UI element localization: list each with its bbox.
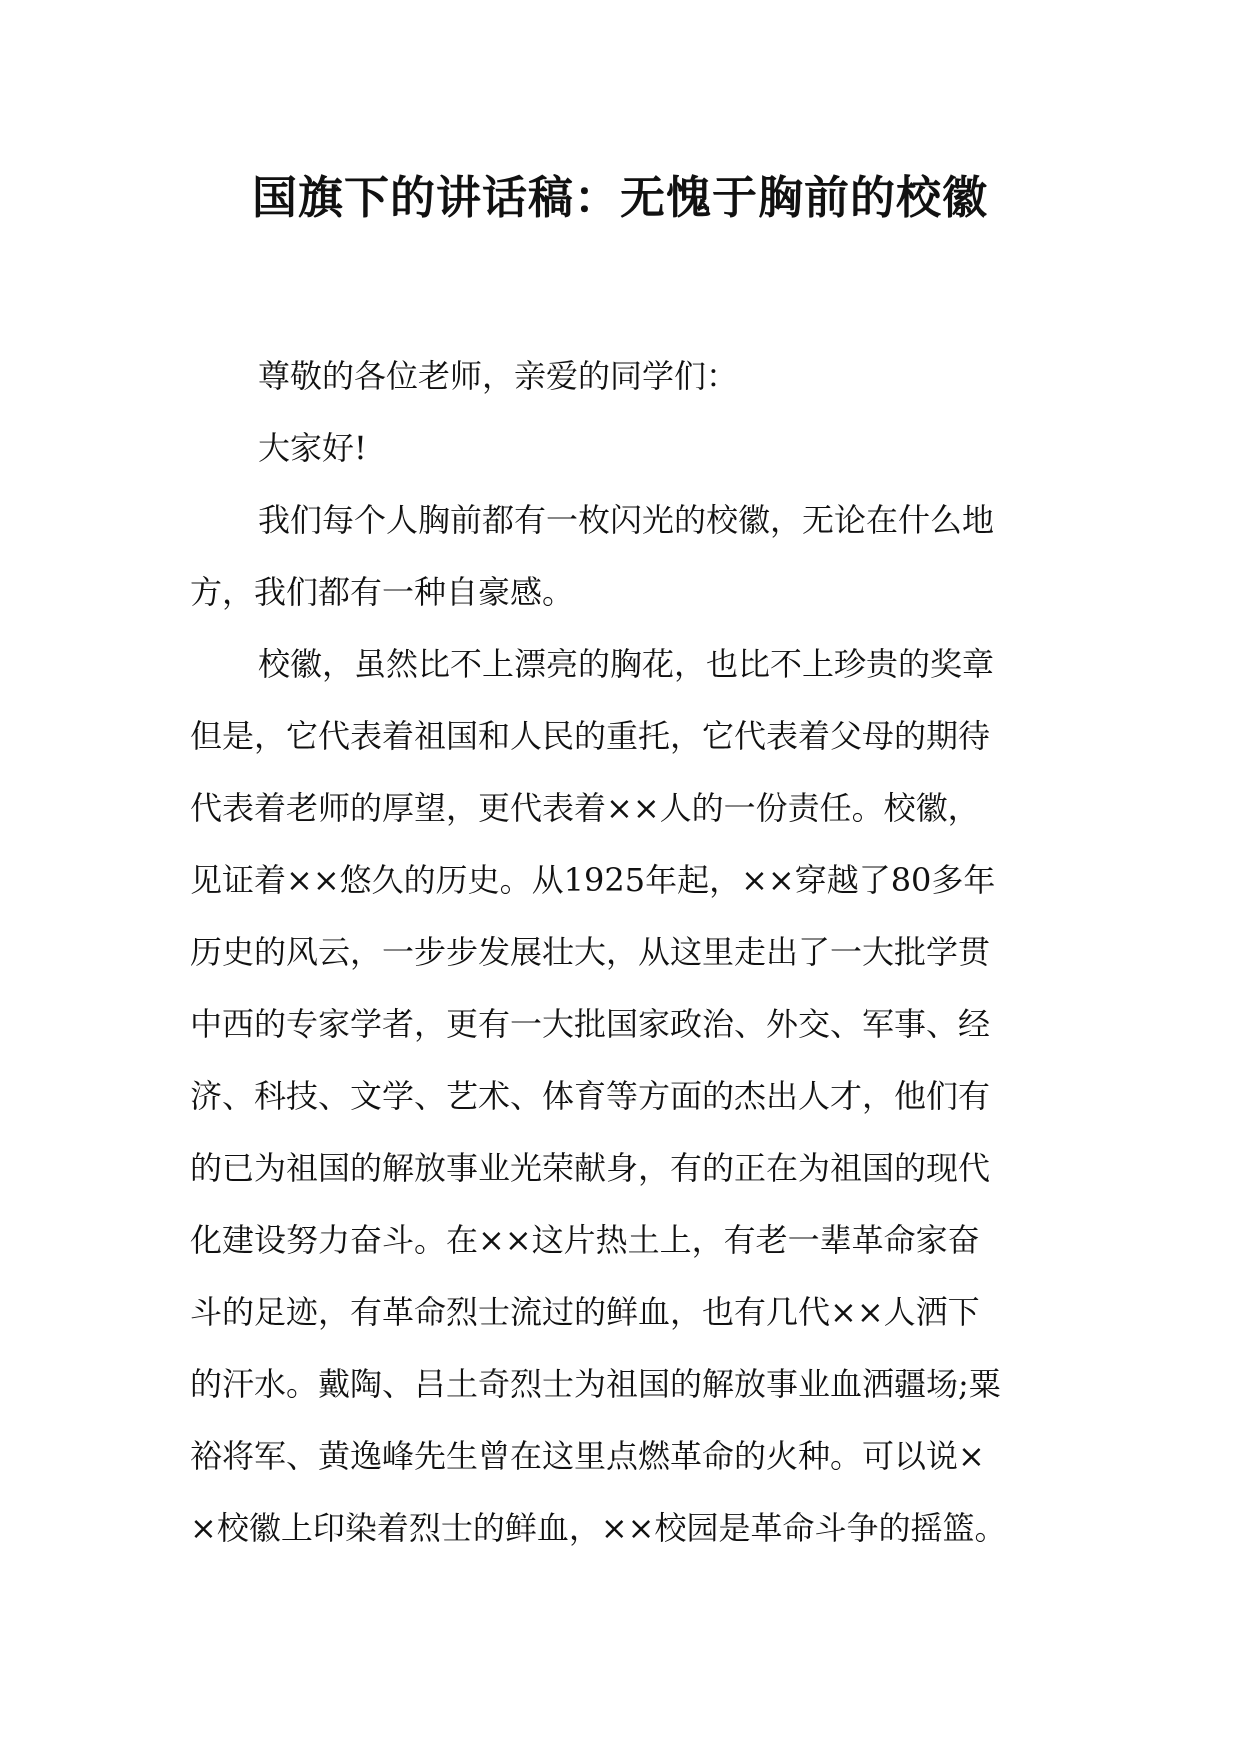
greeting-line: 大家好! [258, 429, 367, 467]
paragraph-line: ×校徽上印染着烈士的鲜血，××校园是革命斗争的摇篮。 [190, 1509, 1007, 1547]
document-title: 国旗下的讲话稿：无愧于胸前的校徽 [251, 171, 988, 224]
paragraph-line: 但是，它代表着祖国和人民的重托，它代表着父母的期待 [190, 717, 991, 755]
paragraph-line: 化建设努力奋斗。在××这片热土上，有老一辈革命家奋 [190, 1221, 980, 1259]
paragraph-line: 我们每个人胸前都有一枚闪光的校徽，无论在什么地 [258, 501, 995, 539]
paragraph-line: 历史的风云，一步步发展壮大，从这里走出了一大批学贯 [190, 933, 991, 971]
paragraph-line: 济、科技、文学、艺术、体育等方面的杰出人才，他们有 [190, 1077, 991, 1115]
paragraph-line: 的已为祖国的解放事业光荣献身，有的正在为祖国的现代 [190, 1149, 991, 1187]
salutation-line: 尊敬的各位老师，亲爱的同学们： [258, 357, 739, 395]
paragraph-line: 校徽，虽然比不上漂亮的胸花，也比不上珍贵的奖章 [258, 645, 995, 683]
document-body [190, 340, 1060, 1564]
paragraph-line: 见证着××悠久的历史。从1925年起，××穿越了80多年 [190, 861, 996, 899]
paragraph-line: 中西的专家学者，更有一大批国家政治、外交、军事、经 [190, 1005, 991, 1043]
paragraph-line: 裕将军、黄逸峰先生曾在这里点燃革命的火种。可以说× [190, 1437, 985, 1475]
paragraph-line: 斗的足迹，有革命烈士流过的鲜血，也有几代××人洒下 [190, 1293, 980, 1331]
paragraph-line: 的汗水。戴陶、吕土奇烈士为祖国的解放事业血洒疆场;粟 [190, 1365, 1001, 1403]
paragraph-line: 方，我们都有一种自豪感。 [190, 573, 575, 611]
paragraph-line: 代表着老师的厚望，更代表着××人的一份责任。校徽， [190, 789, 980, 827]
